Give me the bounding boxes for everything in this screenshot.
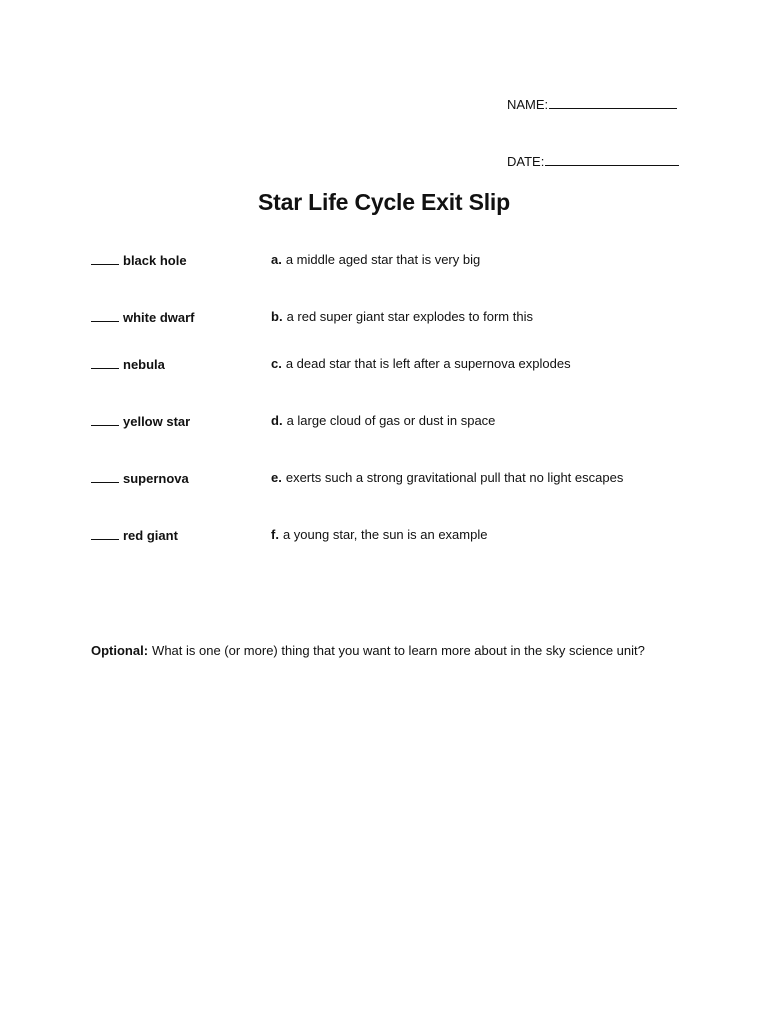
answer-blank[interactable]	[91, 356, 119, 369]
answer-blank[interactable]	[91, 470, 119, 483]
name-field[interactable]	[507, 95, 677, 112]
answer-blank[interactable]	[91, 309, 119, 322]
definition-letter: c.	[271, 356, 282, 371]
optional-question	[91, 637, 671, 665]
answer-blank[interactable]	[91, 413, 119, 426]
definition-text: a dead star that is left after a supernova explodes	[285, 356, 571, 371]
matching-row	[0, 413, 768, 433]
term-label: red giant	[123, 528, 178, 543]
term-label: nebula	[123, 357, 165, 372]
matching-row	[0, 527, 768, 547]
page-title: Star Life Cycle Exit Slip	[258, 189, 510, 215]
matching-definition	[271, 252, 480, 267]
term-label: yellow star	[123, 414, 191, 429]
definition-text: a young star, the sun is an example	[282, 527, 488, 542]
date-field[interactable]	[507, 152, 679, 169]
matching-definition	[271, 413, 495, 428]
definition-text: a large cloud of gas or dust in space	[286, 413, 496, 428]
matching-definition	[271, 309, 533, 324]
matching-term	[91, 413, 190, 429]
matching-term	[91, 252, 187, 268]
matching-row	[0, 356, 768, 376]
date-blank-line[interactable]	[545, 152, 679, 166]
matching-row	[0, 252, 768, 272]
date-label: DATE:	[507, 154, 545, 169]
name-label: NAME:	[507, 97, 549, 112]
matching-row	[0, 309, 768, 329]
definition-text: a middle aged star that is very big	[285, 252, 481, 267]
optional-question-text: What is one (or more) thing that you want to learn more about in the sky science unit?	[152, 643, 645, 658]
answer-blank[interactable]	[91, 252, 119, 265]
definition-letter: f.	[271, 527, 279, 542]
term-label: white dwarf	[123, 310, 195, 325]
optional-label: Optional:	[91, 643, 149, 658]
definition-text: exerts such a strong gravitational pull that no light escapes	[285, 470, 624, 485]
matching-definition	[271, 470, 623, 485]
definition-text: a red super giant star explodes to form this	[286, 309, 533, 324]
matching-row	[0, 470, 768, 490]
matching-definition	[271, 356, 571, 371]
definition-letter: b.	[271, 309, 283, 324]
matching-term	[91, 309, 195, 325]
matching-definition	[271, 527, 487, 542]
definition-letter: a.	[271, 252, 282, 267]
definition-letter: e.	[271, 470, 282, 485]
name-blank-line[interactable]	[549, 95, 677, 109]
matching-term	[91, 527, 178, 543]
matching-term	[91, 470, 189, 486]
definition-letter: d.	[271, 413, 283, 428]
matching-term	[91, 356, 165, 372]
term-label: black hole	[123, 253, 187, 268]
term-label: supernova	[123, 471, 189, 486]
answer-blank[interactable]	[91, 527, 119, 540]
